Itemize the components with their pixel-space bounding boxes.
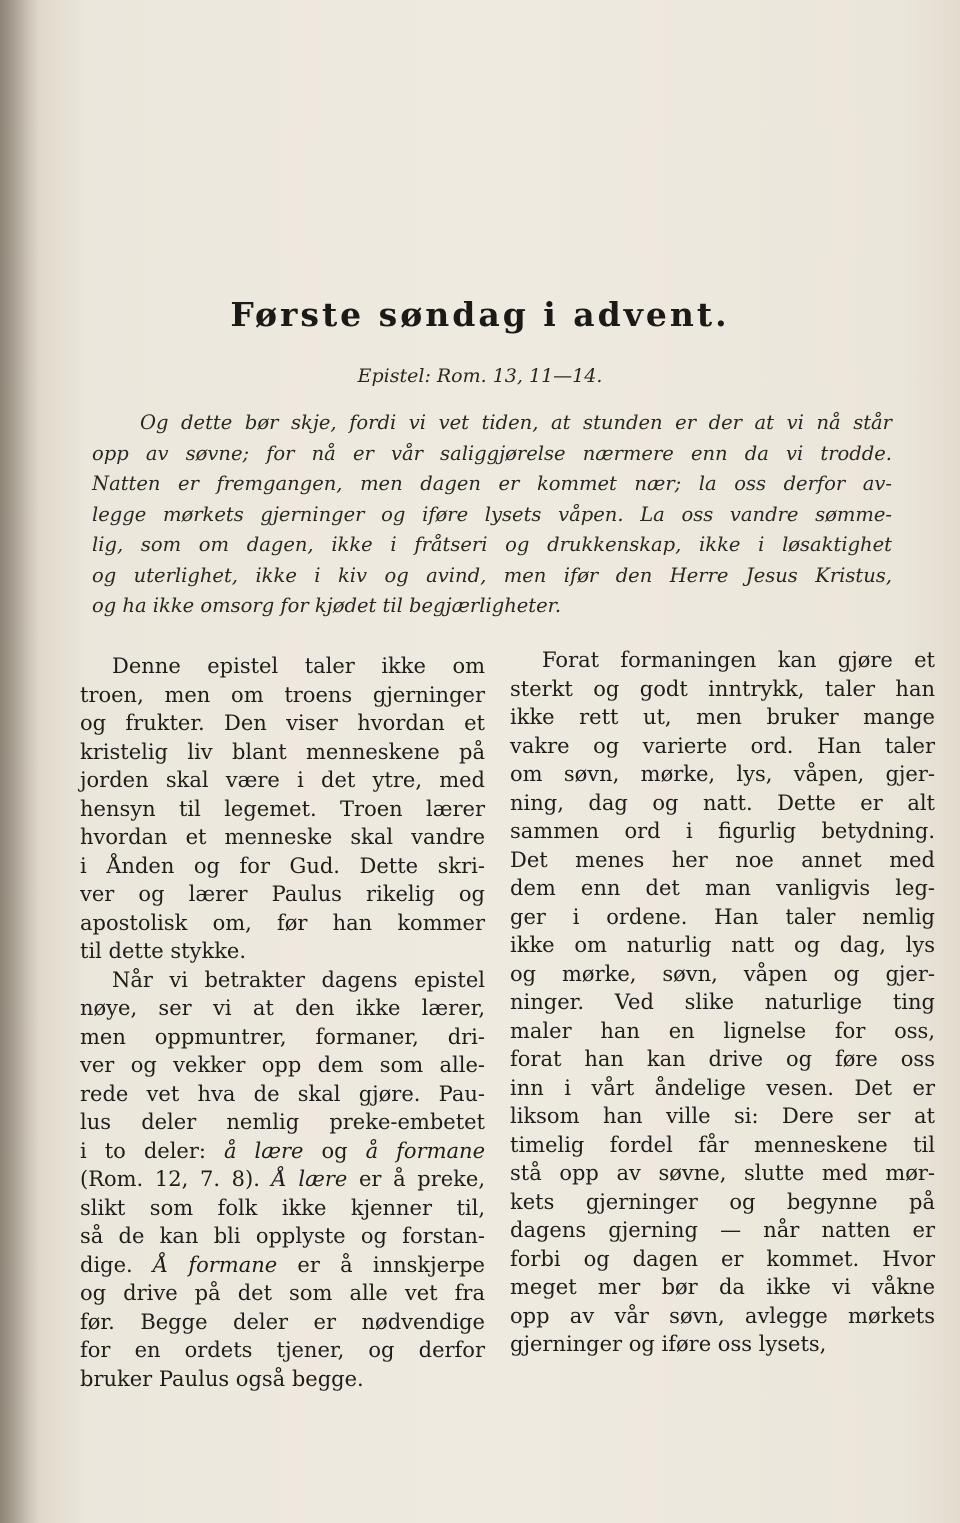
body-line: så de kan bli opplyste og forstan- [80,1224,485,1248]
epistle-reference: Epistel: Rom. 13, 11—14. [357,365,603,387]
body-line: men oppmuntrer, formaner, dri- [80,1024,485,1049]
body-line: og frukter. Den viser hvordan et [80,711,485,735]
body-line: rede vet hva de skal gjøre. Pau- [80,1081,485,1106]
body-line: stå opp av søvne, slutte med mør- [510,1161,935,1185]
epistle-line: Og dette bør skje, fordi vi vet tiden, at stunden er der at vi nå står [140,411,892,434]
body-line: ver og lærer Paulus rikelig og [80,882,485,906]
body-line: ver og vekker opp dem som alle- [80,1053,485,1077]
body-line: liksom han ville si: Dere ser at [510,1104,935,1128]
body-line: bruker Paulus også begge. [80,1366,364,1391]
body-text: (Rom. 12, 7. 8). [80,1167,272,1191]
body-line: Forat formaningen kan gjøre et [542,648,935,672]
body-line: jorden skal være i det ytre, med [80,768,485,792]
body-line: apostolisk om, før han kommer [80,910,485,935]
body-line: gjerninger og iføre oss lysets, [510,1332,827,1356]
epistle-line: lig, som om dagen, ikke i fråtseri og drukkenskap, ikke i løsaktighet [92,533,892,556]
emphasis-text: å lære [224,1138,304,1163]
body-line: kets gjerninger og begynne på [510,1189,935,1214]
body-line: meget mer bør da ikke vi våkne [510,1275,935,1299]
epistle-line: opp av søvne; for nå er vår saliggjørelse nærmere enn da vi trodde. [92,441,892,465]
epistle-line: Natten er fremgangen, men dagen er kommet nær; la oss derfor av- [92,472,892,495]
body-line [80,1137,485,1166]
epistle-text [92,408,892,622]
body-line: dagens gjerning — når natten er [510,1218,935,1242]
body-line: hensyn til legemet. Troen lærer [80,796,485,821]
page-gutter-shadow [0,0,40,1523]
left-column [80,652,485,1393]
body-line: forbi og dagen er kommet. Hvor [510,1246,935,1271]
body-line: sammen ord i figurlig betydning. [510,819,935,843]
body-line: sterkt og godt inntrykk, taler han [510,676,935,701]
body-line: nøye, ser vi at den ikke lærer, [80,996,485,1020]
body-line: ikke rett ut, men bruker mange [510,705,935,729]
body-line: for en ordets tjener, og derfor [80,1338,485,1362]
body-line: Det menes her noe annet med [510,847,935,872]
body-line: lus deler nemlig preke-embetet [80,1110,485,1134]
body-line: Når vi betrakter dagens epistel [112,967,485,992]
body-text: er å innskjerpe [277,1252,485,1277]
body-line: Denne epistel taler ikke om [112,654,485,678]
epistle-line: og ha ikke omsorg for kjødet til begjærligheter. [92,594,562,617]
right-column [510,646,935,1359]
body-line: opp av vår søvn, avlegge mørkets [510,1303,935,1328]
emphasis-text: å formane [365,1138,485,1163]
body-line: om søvn, mørke, lys, våpen, gjer- [510,762,935,786]
body-line: før. Begge deler er nødvendige [80,1309,485,1334]
body-line: maler han en lignelse for oss, [510,1018,935,1043]
page-title: Første søndag i advent. [230,295,730,334]
body-line: slikt som folk ikke kjenner til, [80,1195,485,1220]
body-line: hvordan et menneske skal vandre [80,825,485,849]
body-line: forat han kan drive og føre oss [510,1047,935,1071]
body-line: troen, men om troens gjerninger [80,682,485,707]
body-line: dem enn det man vanligvis leg- [510,876,935,900]
body-text: dige. [80,1252,153,1277]
body-line: ger i ordene. Han taler nemlig [510,904,935,929]
body-line: ning, dag og natt. Dette er alt [510,790,935,815]
body-line: timelig fordel får menneskene til [510,1132,935,1157]
epistle-line: og uterlighet, ikke i kiv og avind, men ifør den Herre Jesus Kristus, [92,563,892,587]
emphasis-text: Å formane [152,1252,278,1277]
body-line: i Ånden og for Gud. Dette skri- [80,853,485,878]
body-line: kristelig liv blant menneskene på [80,739,485,764]
body-line: ikke om naturlig natt og dag, lys [510,933,935,957]
body-text: i to deler: [80,1138,224,1163]
body-line [80,1251,485,1280]
body-line: og drive på det som alle vet fra [80,1281,485,1305]
body-line: og mørke, søvn, våpen og gjer- [510,961,935,986]
body-text: er å preke, [347,1167,485,1191]
epistle-line: legge mørkets gjerninger og iføre lysets våpen. La oss vandre sømme- [92,502,892,526]
body-line: inn i vårt åndelige vesen. Det er [510,1075,935,1100]
body-line: vakre og varierte ord. Han taler [510,733,935,758]
body-line: ninger. Ved slike naturlige ting [510,990,935,1014]
body-text: og [303,1138,366,1163]
emphasis-text: Å lære [271,1167,348,1191]
body-line: til dette stykke. [80,939,247,963]
body-line [80,1165,485,1194]
